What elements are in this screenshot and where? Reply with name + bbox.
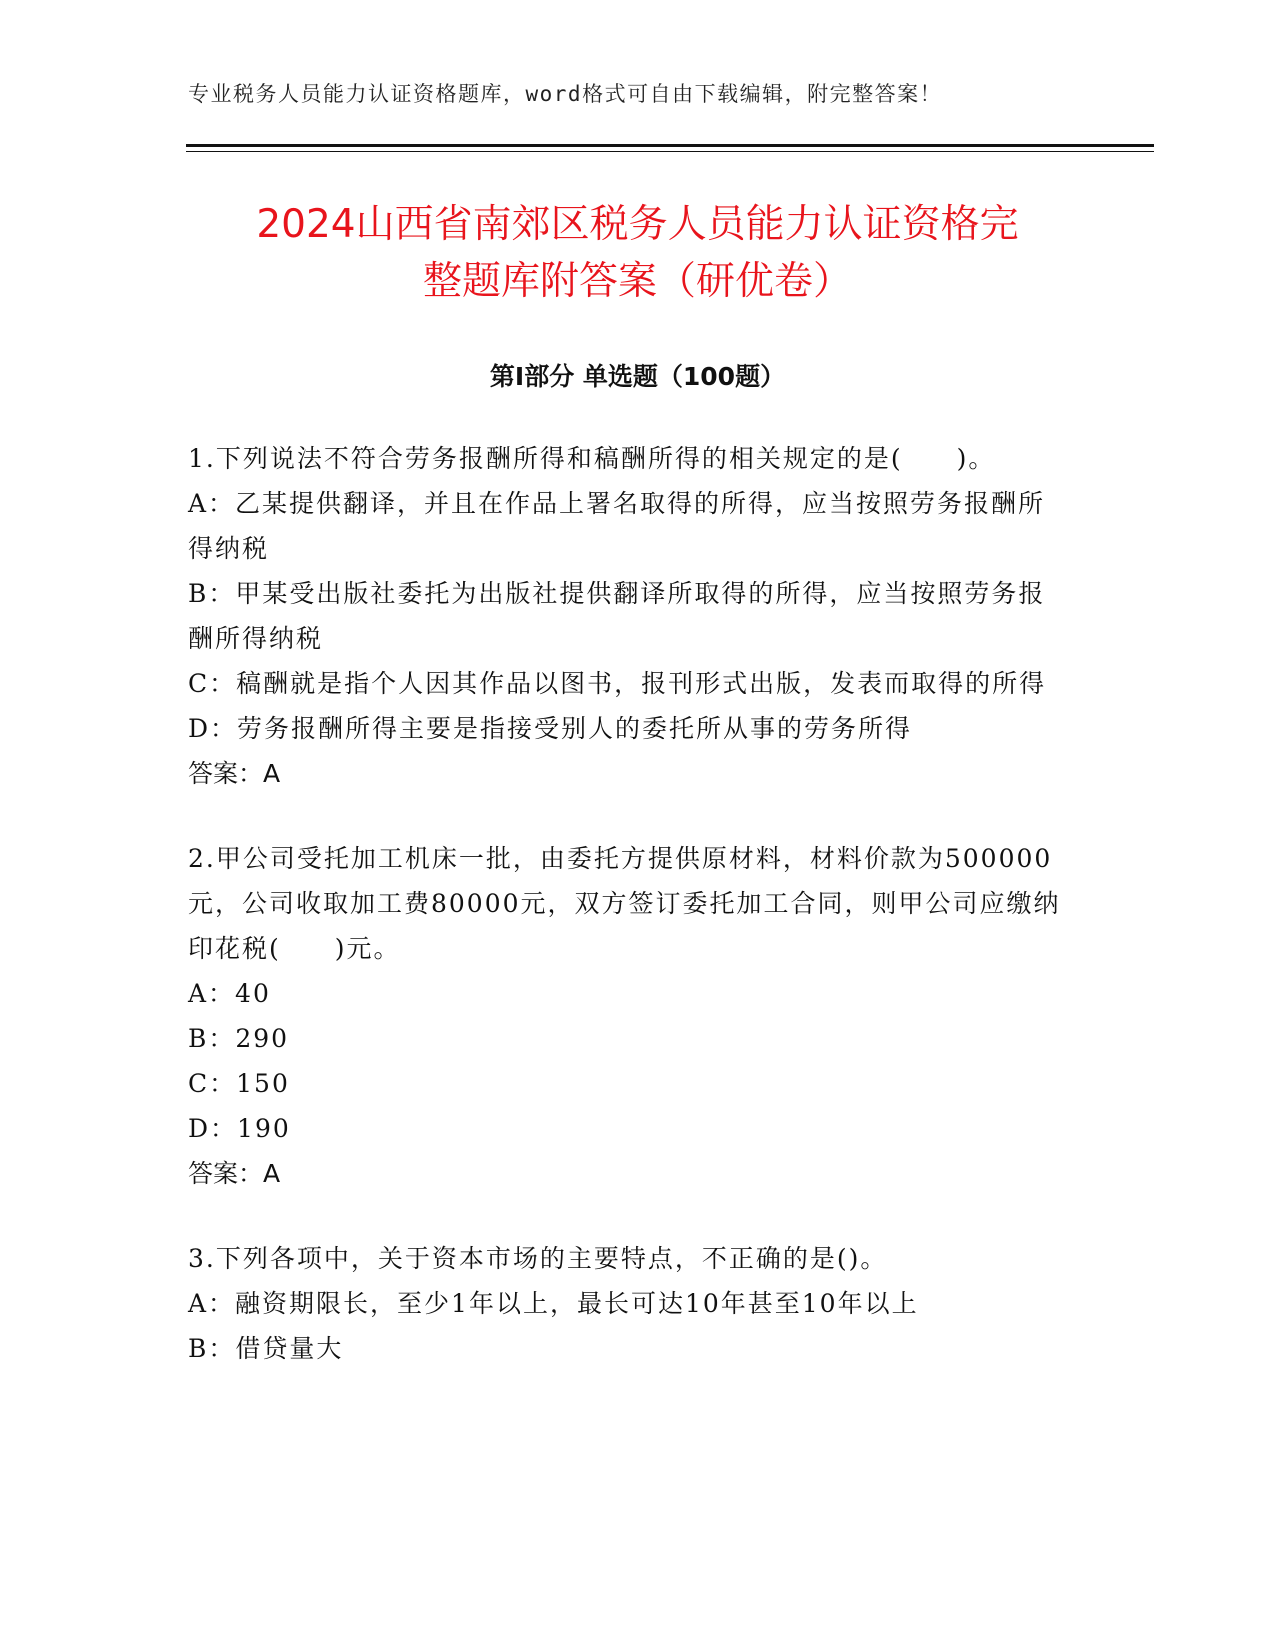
option-c: C：150 [188,1069,290,1098]
option-b: B：甲某受出版社委托为出版社提供翻译所取得的所得，应当按照劳务报酬所得纳税 [188,579,1046,653]
document-title-line-1: 2024山西省南郊区税务人员能力认证资格完 [256,202,1019,247]
page-header: 专业税务人员能力认证资格题库，word格式可自由下载编辑，附完整答案！ [188,82,943,106]
question-stem: 3.下列各项中，关于资本市场的主要特点，不正确的是()。 [188,1244,888,1273]
option-d: D：190 [188,1114,291,1143]
question-1 [188,436,1068,796]
option-a: A：融资期限长，至少1年以上，最长可达10年甚至10年以上 [188,1289,919,1318]
option-b: B：290 [188,1024,290,1053]
answer: 答案：A [188,1159,281,1188]
header-rule-thick [186,144,1154,147]
option-a: A：乙某提供翻译，并且在作品上署名取得的所得，应当按照劳务报酬所得纳税 [188,489,1046,563]
document-title [160,196,1115,310]
answer: 答案：A [188,759,281,788]
option-c: C：稿酬就是指个人因其作品以图书，报刊形式出版，发表而取得的所得 [188,669,1047,698]
option-a: A：40 [188,979,271,1008]
question-3 [188,1236,1068,1371]
option-d: D：劳务报酬所得主要是指接受别人的委托所从事的劳务所得 [188,714,913,743]
question-stem: 1.下列说法不符合劳务报酬所得和稿酬所得的相关规定的是( )。 [188,444,996,473]
header-rule-thin [186,151,1154,152]
question-stem: 2.甲公司受托加工机床一批，由委托方提供原材料，材料价款为500000元，公司收取加工费80000元，双方签订委托加工合同，则甲公司应缴纳印花税( )元。 [188,844,1061,963]
option-b: B：借贷量大 [188,1334,344,1363]
question-2 [188,836,1068,1196]
document-title-line-2: 整题库附答案（研优卷） [422,259,852,304]
section-title: 第Ⅰ部分 单选题（100题） [489,362,786,391]
question-list [188,436,1068,1411]
